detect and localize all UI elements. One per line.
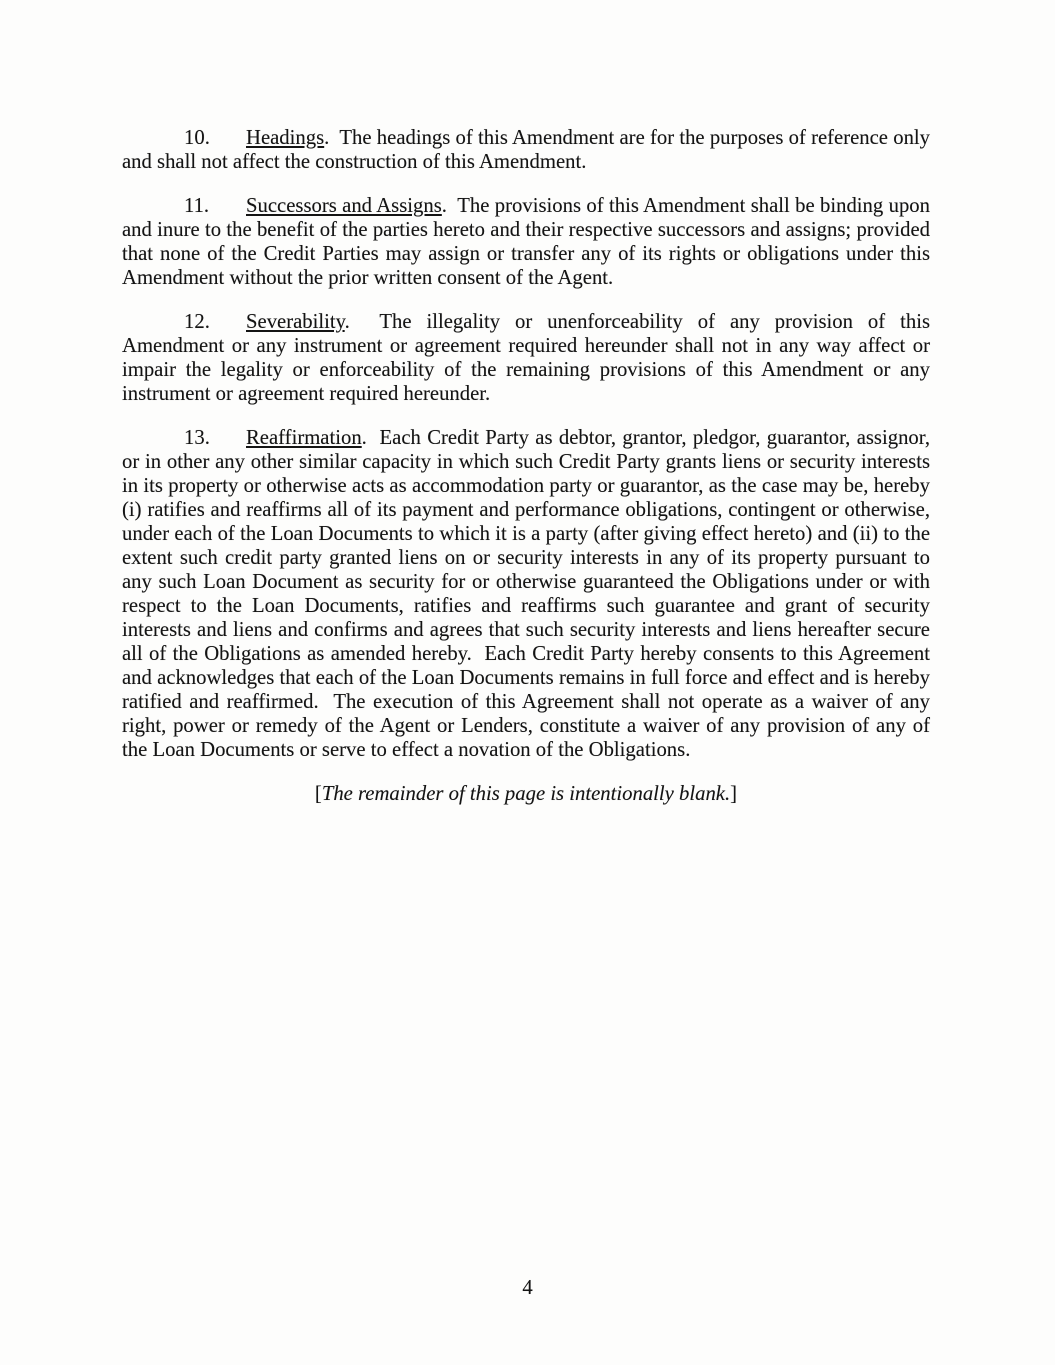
paragraph-number: 11.	[184, 195, 210, 217]
paragraph-text: . The illegality or unenforceability of any provision of this Amendment or any instrument or agreement required hereunder shall not in any way affect or impair the legality or enforceability of the remaining provisions of this Amendment or any instrument or agreement required hereunder.	[122, 311, 930, 405]
document-body	[122, 126, 930, 806]
blank-note-text: The remainder of this page is intentionally blank.	[321, 783, 731, 805]
paragraph-number: 13.	[184, 427, 210, 449]
paragraph-heading: Severability	[246, 311, 345, 333]
paragraph-heading: Reaffirmation	[246, 427, 362, 449]
paragraph-text: . The headings of this Amendment are for the purposes of reference only and shall not affect the construction of this Amendment.	[122, 127, 930, 173]
contract-paragraph-13	[122, 426, 930, 762]
close-bracket: ]	[730, 783, 738, 805]
contract-paragraph-11	[122, 194, 930, 290]
paragraph-text: . Each Credit Party as debtor, grantor, pledgor, guarantor, assignor, or in other any other similar capacity in which such Credit Party grants liens or security interests in its property or otherwise acts as accommodation party or guarantor, as the case may be, hereby (i) ratifies and reaffirms all of its payment and performance obligations, contingent or otherwise, under each of the Loan Documents to which it is a party (after giving effect hereto) and (ii) to the extent such credit party granted liens on or security interests in any of its property pursuant to any such Loan Document as security for or otherwise guaranteed the Obligations under or with respect to the Loan Documents, ratifies and reaffirms such guarantee and grant of security interests and liens and confirms and agrees that such security interests and liens hereafter secure all of the Obligations as amended hereby. Each Credit Party hereby consents to this Agreement and acknowledges that each of the Loan Documents remains in full force and effect and is hereby ratified and reaffirmed. The execution of this Agreement shall not operate as a waiver of any right, power or remedy of the Agent or Lenders, constitute a waiver of any provision of any of the Loan Documents or serve to effect a novation of the Obligations.	[122, 427, 930, 761]
open-bracket: [	[314, 783, 322, 805]
contract-paragraph-10	[122, 126, 930, 174]
contract-paragraph-12	[122, 310, 930, 406]
paragraph-number: 10.	[184, 127, 210, 149]
page-number: 4	[522, 1277, 533, 1299]
paragraph-heading: Successors and Assigns	[246, 195, 442, 217]
paragraph-text: . The provisions of this Amendment shall be binding upon and inure to the benefit of the parties hereto and their respective successors and assigns; provided that none of the Credit Parties may assign or transfer any of its rights or obligations under this Amendment without the prior written consent of the Agent.	[122, 195, 930, 289]
paragraph-heading: Headings	[246, 127, 325, 149]
paragraph-number: 12.	[184, 311, 210, 333]
intentionally-blank-note	[122, 782, 930, 806]
